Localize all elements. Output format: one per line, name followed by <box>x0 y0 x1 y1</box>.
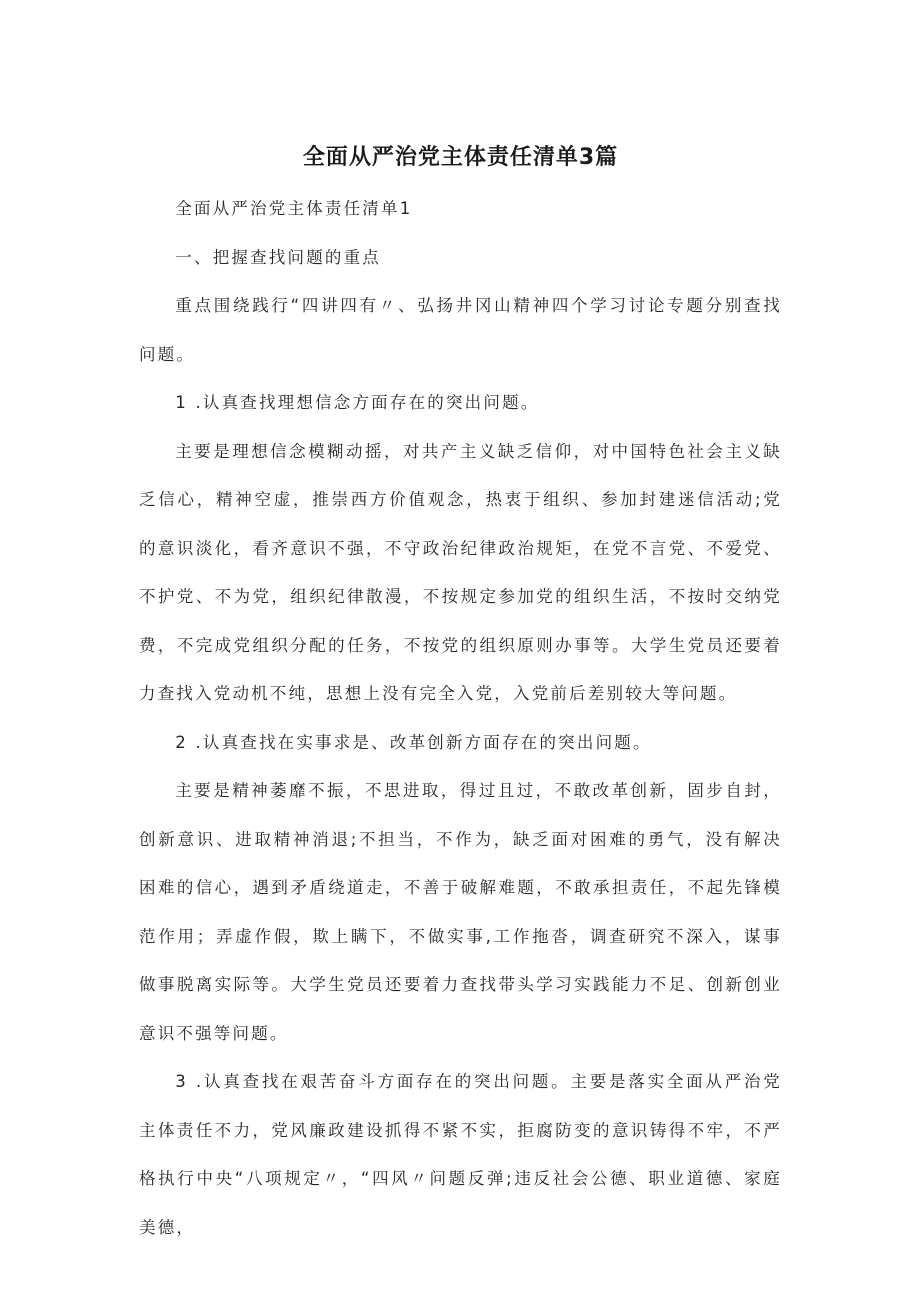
document-title: 全面从严治党主体责任清单3篇 <box>302 145 619 170</box>
item-1-paragraph: 主要是理想信念模糊动摇，对共产主义缺乏信仰，对中国特色社会主义缺乏信心，精神空虚，推崇西方价值观念，热衷于组织、参加封建迷信活动;党的意识淡化，看齐意识不强，不守政治纪律政治规矩，在党不言党、不爱党、不护党、不为党，组织纪律散漫，不按规定参加党的组织生活，不按时交纳党费，不完成党组织分配的任务，不按党的组织原则办事等。大学生党员还要着力查找入党动机不纯，思想上没有完全入党，入党前后差别较大等问题。 <box>139 441 782 703</box>
section-heading: 一、把握查找问题的重点 <box>175 247 381 267</box>
item-1-heading: 1 .认真查找理想信念方面存在的突出问题。 <box>175 393 540 412</box>
section-subtitle: 全面从严治党主体责任清单1 <box>175 199 413 218</box>
item-3-paragraph: 3 .认真查找在艰苦奋斗方面存在的突出问题。主要是落实全面从严治党主体责任不力，党风廉政建设抓得不紧不实，拒腐防变的意识铸得不牢，不严格执行中央“八项规定〃，“四风〃问题反弹;违反社会公德、职业道德、家庭美德， <box>139 1072 782 1237</box>
document-body <box>139 185 782 1252</box>
item-2-heading: 2 .认真查找在实事求是、改革创新方面存在的突出问题。 <box>175 732 652 752</box>
item-2-paragraph: 主要是精神萎靡不振，不思进取，得过且过，不敢改革创新，固步自封，创新意识、进取精神消退;不担当，不作为，缺乏面对困难的勇气，没有解决困难的信心，遇到矛盾绕道走，不善于破解难题，不敢承担责任，不起先锋模范作用；弄虚作假，欺上瞒下，不做实事,工作拖沓，调查研究不深入，谋事做事脱离实际等。大学生党员还要着力查找带头学习实践能力不足、创新创业意识不强等问题。 <box>139 781 782 1043</box>
intro-paragraph: 重点围绕践行“四讲四有〃、弘扬井冈山精神四个学习讨论专题分别查找问题。 <box>139 296 782 364</box>
